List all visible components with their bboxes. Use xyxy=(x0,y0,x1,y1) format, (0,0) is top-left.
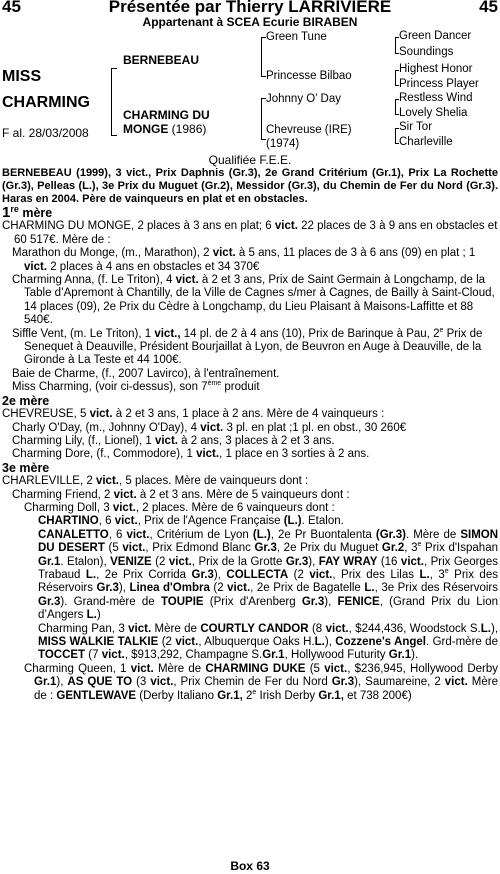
produce-entry: Charming Friend, 2 vict. à 2 et 3 ans. Mère de 5 vainqueurs dont : xyxy=(12,488,350,501)
gg-5: Restless Wind xyxy=(399,92,473,104)
sire-note: BERNEBEAU (1999), 3 vict., Prix Daphnis (Gr.3), 2e Grand Critérium (Gr.1), Prix La Rochette (Gr.3), Pelleas (L.), 3e Prix du Muguet (Gr.2), Messidor (Gr.3), du Chemin de Fer du Nord (Gr.3). Haras en 2004. Père de vainqueurs en plat et en obstacles. xyxy=(2,167,498,205)
sire-sire: Green Tune xyxy=(266,31,327,43)
section-third-dam: 3e mère xyxy=(2,460,50,475)
lot-number-right: 45 xyxy=(479,0,498,16)
gg-1: Green Dancer xyxy=(399,30,472,42)
owner-line: Appartenant à SCEA Ecurie BIRABEN xyxy=(142,15,358,29)
dam-name-line1: CHARMING DU xyxy=(123,108,210,122)
produce-entry: Marathon du Monge, (m., Marathon), 2 vict. à 5 ans, 11 places de 3 à 6 ans (09) en plat ; 1 vict. 2 places à 4 ans en obstacles et 34 370€ xyxy=(12,247,476,273)
gg-6: Lovely Shelia xyxy=(399,107,468,119)
pedigree-notes xyxy=(2,167,498,703)
produce-entry: CHARTINO, 6 vict., Prix de l'Agence Française (L.). Etalon. xyxy=(38,515,344,528)
gg-2: Soundings xyxy=(399,46,454,58)
section-first-dam: 1re mère xyxy=(2,203,53,221)
gg-8: Charleville xyxy=(399,136,453,148)
produce-entry: Siffle Vent, (m. Le Triton), 1 vict., 14 pl. de 2 à 4 ans (10), Prix de Barinque à Pau, 2e Prix de Senequet à Deauville, Président Bourjaillat à Lyon, de Beuvron en Auge à Deauville, de la Gironde à La Teste et 44 100€. xyxy=(12,326,483,367)
produce-entry: Miss Charming, (voir ci-dessus), son 7ème produit xyxy=(12,380,260,394)
produce-entry: Charming Anna, (f. Le Triton), 4 vict. à 2 et 3 ans, Prix de Saint Germain à Longchamp, de la Table d’Apremont à Chantilly, de la Ville de Cagnes s/mer à Cagnes, de Bailly à Saint-Cloud, 14 places (09), 2e Prix du Cèdre à Longchamp, du Lieu Plaisant à Maisons-Laffitte et 88 540€. xyxy=(12,274,495,327)
dam-name-line2: MONGE (1986) xyxy=(123,122,207,136)
produce-entry: Baie de Charme, (f., 2007 Lavirco), à l'entraînement. xyxy=(12,367,280,380)
produce-entry: Charming Queen, 1 vict. Mère de CHARMING DUKE (5 vict., $236,945, Hollywood Derby Gr.1), AS QUE TO (3 vict., Prix Chemin de Fer du Nord Gr.3), Saumareine, 2 vict. Mère de : GENTLEWAVE (Derby Italiano Gr.1, 2e Irish Derby Gr.1, et 738 200€) xyxy=(24,662,498,702)
qualification: Qualifiée F.E.E. xyxy=(208,153,292,167)
third-dam-entry: CHARLEVILLE, 2 vict., 5 places. Mère de vainqueurs dont : xyxy=(2,475,309,488)
sire-dam: Princesse Bilbao xyxy=(266,70,352,82)
horse-name-line2: CHARMING xyxy=(2,94,90,111)
gg-7: Sir Tor xyxy=(399,121,433,133)
produce-entry: Charming Lily, (f., Lionel), 1 vict. à 2 ans, 3 places à 2 et 3 ans. xyxy=(12,434,335,447)
produce-entry: Charming Dore, (f., Commodore), 1 vict., 1 place en 3 sorties à 2 ans. xyxy=(12,448,370,461)
produce-entry: Charming Doll, 3 vict., 2 places. Mère de 6 vainqueurs dont : xyxy=(24,501,335,514)
section-second-dam: 2e mère xyxy=(2,393,50,408)
lot-number-left: 45 xyxy=(2,0,21,16)
dam-sire: Johnny O’ Day xyxy=(266,93,341,105)
page-title: Présentée par Thierry LARRIVIERE xyxy=(108,0,392,16)
gg-3: Highest Honor xyxy=(399,63,473,75)
second-dam-entry: CHEVREUSE, 5 vict. à 2 et 3 ans, 1 place à 2 ans. Mère de 4 vainqueurs : xyxy=(2,408,385,421)
sire-name: BERNEBEAU xyxy=(123,53,200,67)
horse-info: F al. 28/03/2008 xyxy=(2,126,89,140)
first-dam-entry: CHARMING DU MONGE, 2 places à 3 ans en plat; 6 vict. 22 places de 3 à 9 ans en obstacles et 60 517€. Mère de : xyxy=(2,220,498,246)
box-number: Box 63 xyxy=(230,859,270,873)
dam-dam: Chevreuse (IRE) xyxy=(266,124,352,136)
dam-dam-year: (1974) xyxy=(266,138,300,150)
gg-4: Princess Player xyxy=(399,78,479,90)
horse-name-line1: MISS xyxy=(2,68,42,85)
produce-entry: Charming Pan, 3 vict. Mère de COURTLY CANDOR (8 vict., $244,436, Woodstock S.L.), MISS WALKIE TALKIE (2 vict., Albuquerque Oaks H.L.), Cozzene's Angel. Grd-mère de TOCCET (7 vict., $913,292, Champagne S.Gr.1, Hollywood Futurity Gr.1). xyxy=(38,622,499,662)
produce-entry: CANALETTO, 6 vict., Critérium de Lyon (L.), 2e Pr Buontalenta (Gr.3). Mère de SIMON DU DESERT (5 vict., Prix Edmond Blanc Gr.3, 2e Prix du Muguet Gr.2, 3e Prix d'Ispahan Gr.1. Etalon), VENIZE (2 vict., Prix de la Grotte Gr.3), FAY WRAY (16 vict., Prix Georges Trabaud L., 2e Prix Corrida Gr.3), COLLECTA (2 vict., Prix des Lilas L., 3e Prix des Réservoirs Gr.3), Linea d'Ombra (2 vict., 2e Prix de Bagatelle L., 3e Prix des Réservoirs Gr.3). Grand-mère de TOUPIE (Prix d'Arenberg Gr.3), FENICE, (Grand Prix du Lion d’Angers L.) xyxy=(38,528,499,622)
produce-entry: Charly O'Day, (m., Johnny O'Day), 4 vict. 3 pl. en plat ;1 pl. en obst., 30 260€ xyxy=(12,421,407,434)
